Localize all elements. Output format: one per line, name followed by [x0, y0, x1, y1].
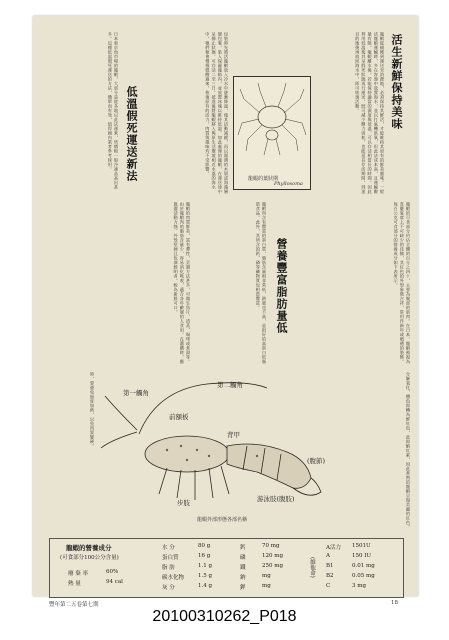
right-label-2: 鐵 [240, 565, 246, 571]
lobster-caption: 龍蝦外部形態各部名稱 [197, 517, 248, 523]
vit-value-4: 3 mg [352, 583, 366, 589]
right-value-4: mg [262, 583, 271, 589]
mid-label-4: 灰 分 [162, 585, 175, 591]
vitamin-label: (維他命) [309, 557, 315, 578]
right-label-1: 磷 [240, 555, 246, 561]
heading-fresh: 活生新鮮保持美味 [390, 34, 403, 130]
nutrition-table [49, 538, 404, 598]
phyllosoma-figure [233, 76, 311, 190]
mid-value-3: 1.5 g [198, 573, 213, 579]
image-id-caption: 20100310262_P018 [152, 608, 297, 625]
magazine-page [33, 16, 418, 608]
vit-label-3: B2 [326, 573, 334, 579]
row-energy-label: 熱 量 [68, 581, 81, 587]
right-label-0: 鈣 [240, 545, 246, 551]
row-energy-value: 94 cal [106, 579, 123, 585]
text-column-bottom-left: 時，要避免過度加熱，以免肉質變硬。 [90, 372, 95, 449]
text-column-top-middle: 包裝時先將活龍蝦放入冷水中逐漸降溫，使其活動減緩，再以濕潤的木屑或海藻層層包裹，裝入保麗龍箱內，並放置冰塊以維持低溫。如此處理的龍蝦，在運送途中呈靜止狀態，可存活二至三日。抵達後將龍蝦移入與原生活環境相近水溫的海水中，牠們便會慢慢甦醒過來，恢復原有的活力，肉質與風味均不受影響。 [205, 32, 229, 194]
right-label-3: 鈉 [240, 575, 246, 581]
table-title: 龍蝦的營養成分 [66, 544, 112, 552]
text-column-top-left: 日本東京魚市場的龍蝦，大部分是從各地以此法運來，售價較一般冷凍品高出甚多。這種低溫假死運送的方法，簡單而有效，值得國內業者參考採用。 [107, 32, 119, 190]
footer-page-number: 18 [391, 600, 398, 606]
vit-value-2: 0.01 mg [352, 563, 375, 569]
heading-transport: 低溫假死運送新法 [125, 86, 138, 182]
right-label-4: 鉀 [240, 585, 246, 591]
table-subtitle: (可食部分100公分含量) [60, 555, 119, 561]
right-value-0: 70 mg [262, 543, 280, 549]
mid-value-1: 16 g [198, 553, 211, 559]
footer-journal: 豐年第二五卷第七期 [49, 602, 99, 608]
text-column-mid-right: 龍蝦的可食部分約佔全體的百分之四十，主要為腹部的肌肉。在日本，龍蝦被視為喜慶宴席上不可缺少的佳餚，其紅色的外殼象徵吉祥，常用作新年或婚禮的裝飾。每百公克可食部分的營養成分如下表所示。 [393, 202, 411, 364]
lobster-anatomy-figure [97, 370, 343, 530]
text-column-mid-left: 龍蝦的肉質鮮美，富有彈性，烹調方法甚多，可做生魚片、清蒸、焗烤或煮湯等。由於龍蝦肉的脂肪含量少，容易消化吸收，適合各年齡層的人食用。在選購時，應挑選活動力強、外殼堅硬且色澤鮮明者，較為新鮮可口。 [173, 202, 191, 364]
mid-value-2: 1.1 g [198, 563, 213, 569]
text-column-mid-center: 龍蝦肉含有豐富的蛋白質，脂肪含量則非常低，熱量也不高，是很好的高蛋白低脂肪食品。此外，其所含的鈣、磷等礦物質也相當豐富。 [255, 202, 267, 364]
mid-value-0: 80 g [198, 543, 211, 549]
label-abdomen: (腹節) [307, 457, 326, 465]
vit-label-1: A [326, 553, 330, 559]
vit-value-0: 1501U [352, 543, 371, 549]
text-column-bottom-right: 分解氧化，體色即轉為鮮紅色，此即蝦紅素，因此煮熟的龍蝦呈現美麗的紅色。 [406, 372, 411, 530]
mid-label-0: 水 分 [162, 545, 175, 551]
text-column-top-right: 龍蝦從捕獲到運送至消費地，必須保持其鮮活，才能維持其原有的鮮美風味。一般活龍蝦運輸時，多在容器中放置海水，並以打氣機供氧，但此法成本高，且運輸數量有限。龍蝦離水後，若能保持適當的濕度與低溫，可以存活相當長的時間，因此利用低溫使其呈假死狀態再行運送，既可減少體力消耗，也能延長存活期間，到達目的地後再放回海水中，即可恢復活動。 [355, 32, 385, 194]
phyllosoma-latin: Phyllosoma [274, 181, 303, 187]
phyllosoma-caption: 龍蝦的葉狀期 [248, 176, 279, 182]
vit-label-4: C [326, 583, 331, 589]
vit-label-0: A活力 [326, 545, 341, 551]
vit-label-2: B1 [326, 563, 334, 569]
label-swimmerets: 游泳肢(腹肢) [257, 495, 295, 503]
right-value-2: 250 mg [262, 563, 283, 569]
label-legs: 步肢 [177, 499, 190, 507]
mid-label-1: 蛋白質 [162, 555, 179, 561]
row-waste-value: 60% [106, 569, 119, 575]
label-carapace: 背甲 [227, 431, 240, 439]
right-value-3: mg [262, 573, 271, 579]
heading-nutrition: 營養豐富脂肪量低 [275, 238, 288, 334]
right-value-1: 120 mg [262, 553, 283, 559]
label-antenna-1: 第一觸角 [123, 389, 149, 397]
vit-value-3: 0.05 mg [352, 573, 375, 579]
mid-value-4: 1.4 g [198, 583, 213, 589]
mid-label-3: 碳水化物 [162, 575, 185, 581]
vit-value-1: 150 IU [352, 553, 372, 559]
phyllosoma-drawing [234, 77, 310, 177]
label-frontplate: 前額板 [169, 413, 189, 421]
mid-label-2: 脂 肪 [162, 565, 175, 571]
row-waste-label: 廢 棄 率 [68, 571, 88, 577]
label-antenna-2: 第二觸角 [217, 381, 243, 389]
